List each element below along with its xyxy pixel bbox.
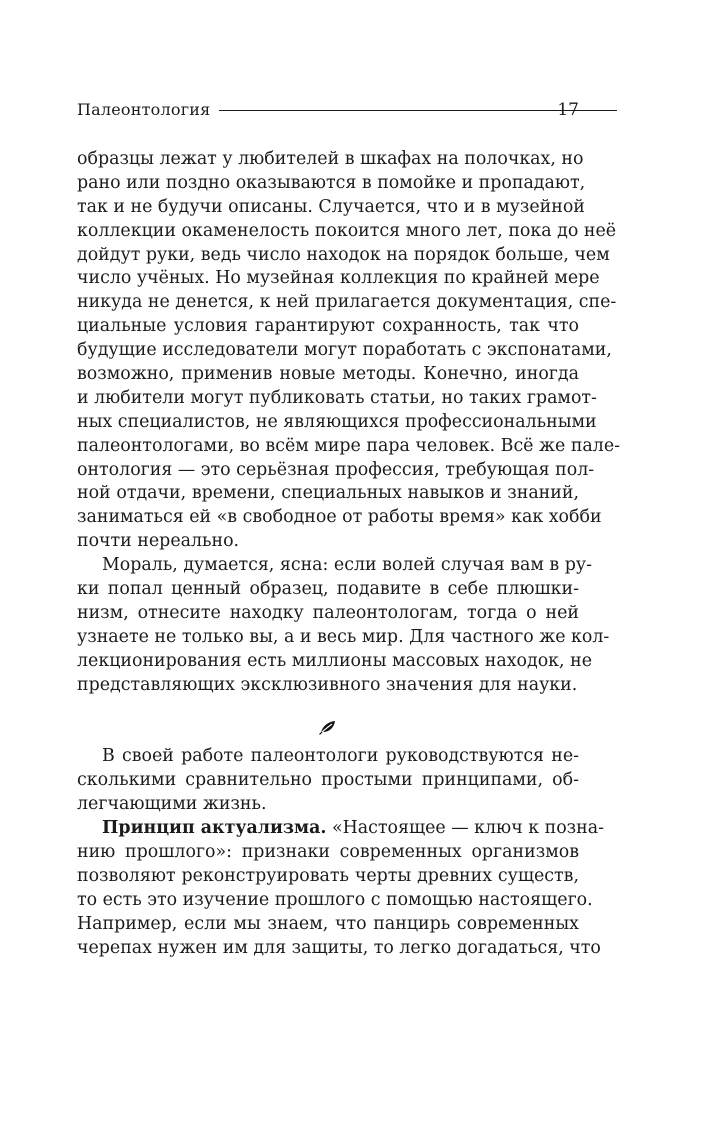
text-line	[77, 817, 604, 841]
text-line: будущие исследователи могут поработать с экспонатами,	[77, 340, 612, 361]
text-line: онтология — это серьёзная профессия, требующая пол-	[77, 459, 595, 480]
text-line: узнаете не только вы, а и весь мир. Для частного же кол-	[77, 626, 610, 647]
text-line: заниматься ей «в свободное от работы время» как хобби	[77, 507, 602, 528]
text-line: коллекции окаменелость покоится много лет, пока до неё	[77, 220, 617, 241]
text-line: В своей работе палеонтологи руководствуются не-	[102, 746, 579, 767]
running-header-title: Палеонтология	[77, 100, 211, 119]
text-line: низм, отнесите находку палеонтологам, тогда о ней	[77, 602, 579, 623]
text-line: и любители могут публиковать статьи, но таких грамот-	[77, 387, 597, 408]
text-line: ных специалистов, не являющихся профессиональными	[77, 411, 597, 432]
text-line: Например, если мы знаем, что панцирь современных	[77, 913, 579, 934]
text-line: образцы лежат у любителей в шкафах на полочках, но	[77, 149, 584, 169]
text-line: дойдут руки, ведь число находок на порядок больше, чем	[77, 244, 610, 265]
text-line: то есть это изучение прошлого с помощью настоящего.	[77, 889, 593, 910]
text-line: так и не будучи описаны. Случается, что и в музейной	[77, 196, 585, 217]
text-line: палеонтологами, во всём мире пара человек. Всё же пале-	[77, 435, 620, 456]
text-line: лекционирования есть миллионы массовых находок, не	[77, 650, 592, 671]
text-line: ной отдачи, времени, специальных навыков и знаний,	[77, 483, 579, 504]
principle-term: Принцип актуализма.	[102, 818, 327, 839]
paragraph-1	[77, 148, 620, 554]
text-line: позволяют реконструировать черты древних существ,	[77, 865, 579, 886]
text-line: черепах нужен им для защиты, то легко догадаться, что	[77, 937, 601, 958]
text-line: представляющих эксклюзивного значения для науки.	[77, 674, 578, 695]
text-line: сколькими сравнительно простыми принципами, об-	[77, 770, 579, 791]
text-line: почти нереально.	[77, 531, 240, 552]
text-line: циальные условия гарантируют сохранность, так что	[77, 316, 579, 337]
page-number: 17	[557, 100, 579, 120]
text-line: легчающими жизнь.	[77, 794, 267, 815]
paragraph-3	[77, 745, 579, 817]
text-line: возможно, применив новые методы. Конечно, иногда	[77, 364, 579, 385]
text-line: число учёных. Но музейная коллекция по крайней мере	[77, 268, 600, 289]
running-header	[77, 98, 579, 122]
text-line: ки попал ценный образец, подавите в себе плюшки-	[77, 579, 579, 600]
section-ornament	[77, 697, 579, 745]
leaf-ornament-icon	[319, 719, 337, 735]
text-line: Мораль, думается, ясна: если волей случая вам в ру-	[102, 555, 592, 576]
text-line: нию прошлого»: признаки современных организмов	[77, 842, 579, 863]
paragraph-2	[77, 554, 610, 697]
text-line: рано или поздно оказываются в помойке и пропадают,	[77, 172, 586, 193]
paragraph-4	[77, 817, 604, 960]
text-line: никуда не денется, к ней прилагается документация, спе-	[77, 292, 617, 313]
body-text	[77, 148, 620, 961]
principle-quote: «Настоящее — ключ к позна-	[326, 818, 604, 839]
